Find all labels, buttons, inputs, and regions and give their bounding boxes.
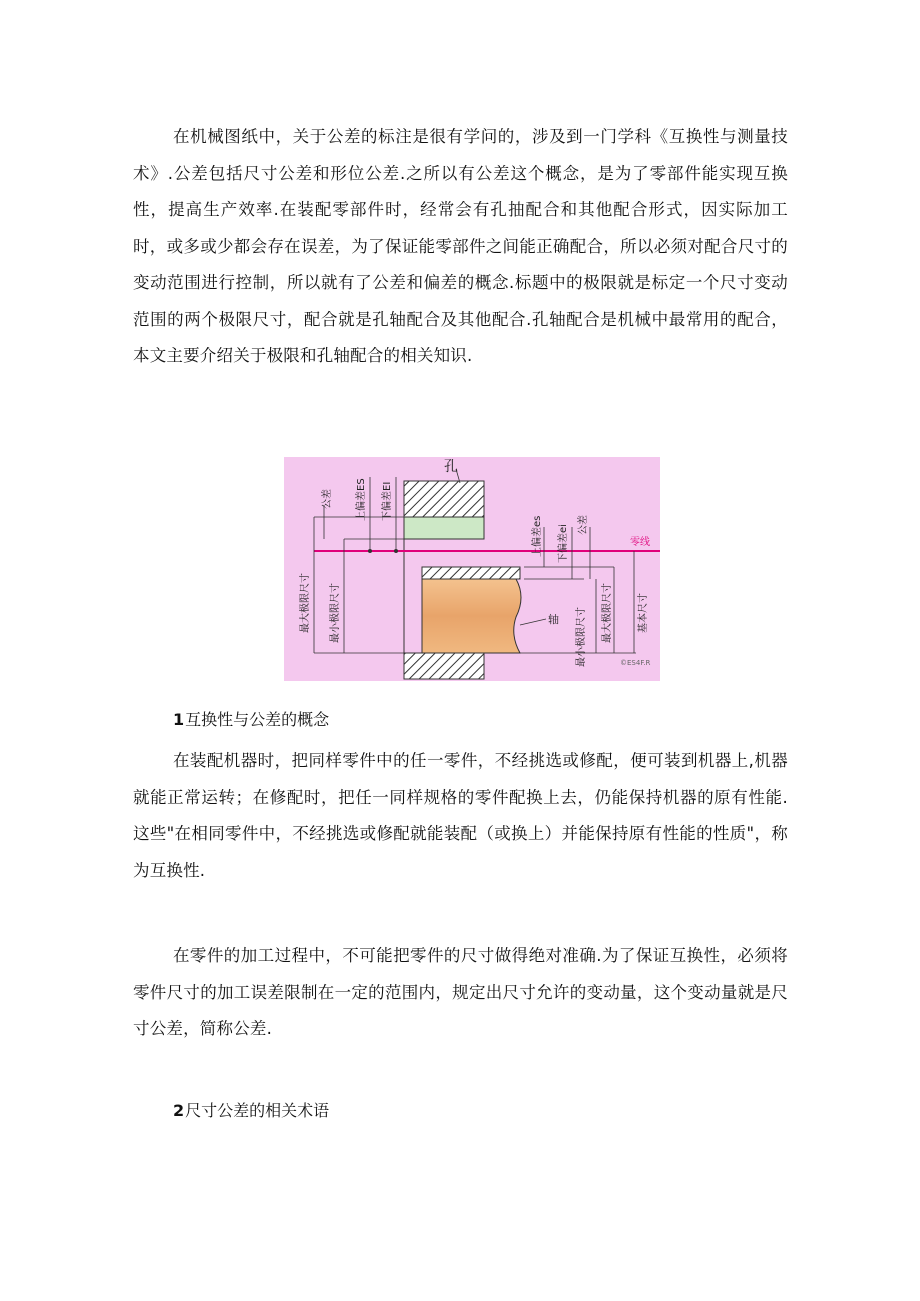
section-1-title: 互换性与公差的概念 <box>185 710 330 729</box>
section-2-title: 尺寸公差的相关术语 <box>185 1101 330 1120</box>
paragraph-tolerance: 在零件的加工过程中，不可能把零件的尺寸做得绝对准确.为了保证互换性，必须将零件尺寸的加工误差限制在一定的范围内，规定出尺寸允许的变动量，这个变动量就是尺寸公差，简称公差. <box>133 946 788 1038</box>
label-max-limit-right: 最大极限尺寸 <box>602 583 613 643</box>
label-tolerance-right: 公差 <box>578 515 589 535</box>
label-lower-dev-EI: 下偏差EI <box>382 481 393 521</box>
section-1-heading <box>173 707 329 730</box>
label-min-limit-right: 最小极限尺寸 <box>576 607 587 667</box>
label-min-limit-left: 最小极限尺寸 <box>330 583 341 643</box>
shaft-label: 轴 <box>548 613 559 626</box>
intro-paragraph: 在机械图纸中，关于公差的标注是很有学问的，涉及到一门学科《互换性与测量技术》.公差包括尺寸公差和形位公差.之所以有公差这个概念，是为了零部件能实现互换性，提高生产效率.在装配零部件时，经常会有孔抽配合和其他配合形式，因实际加工时，或多或少都会存在误差，为了保证能零部件之间能正确配合，所以必须对配合尺寸的变动范围进行控制，所以就有了公差和偏差的概念.标题中的极限就是标定一个尺寸变动范围的两个极限尺寸，配合就是孔轴配合及其他配合.孔轴配合是机械中最常用的配合，本文主要介绍关于极限和孔轴配合的相关知识. <box>133 127 788 365</box>
label-upper-dev-es: 上偏差es <box>532 515 543 557</box>
hole-wall-bottom <box>404 653 484 679</box>
shaft-hatch <box>422 567 520 579</box>
label-basic-size: 基本尺寸 <box>638 593 649 633</box>
tolerance-diagram <box>284 457 660 681</box>
section-2-number: 2 <box>173 1101 185 1120</box>
figure-watermark: ©ES4F.R <box>620 659 651 667</box>
label-tolerance-left: 公差 <box>322 489 333 509</box>
hole-wall-top <box>404 481 484 517</box>
shaft-body <box>422 579 521 653</box>
label-max-limit-left: 最大极限尺寸 <box>300 573 311 633</box>
zero-line-label: 零线 <box>630 537 650 548</box>
section-2-heading <box>173 1098 329 1121</box>
hole-label: 孔 <box>444 459 458 475</box>
section-1-number: 1 <box>173 710 185 729</box>
label-upper-dev-ES: 上偏差ES <box>356 478 367 521</box>
paragraph-interchangeability: 在装配机器时，把同样零件中的任一零件，不经挑选或修配，便可装到机器上,机器就能正常运转；在修配时，把任一同样规格的零件配换上去，仍能保持机器的原有性能.这些"在相同零件中，不经挑选或修配就能装配（或换上）并能保持原有性能的性质"，称为互换性. <box>133 751 788 880</box>
label-lower-dev-ei: 下偏差ei <box>558 524 569 563</box>
hole-tolerance-band <box>404 517 484 539</box>
